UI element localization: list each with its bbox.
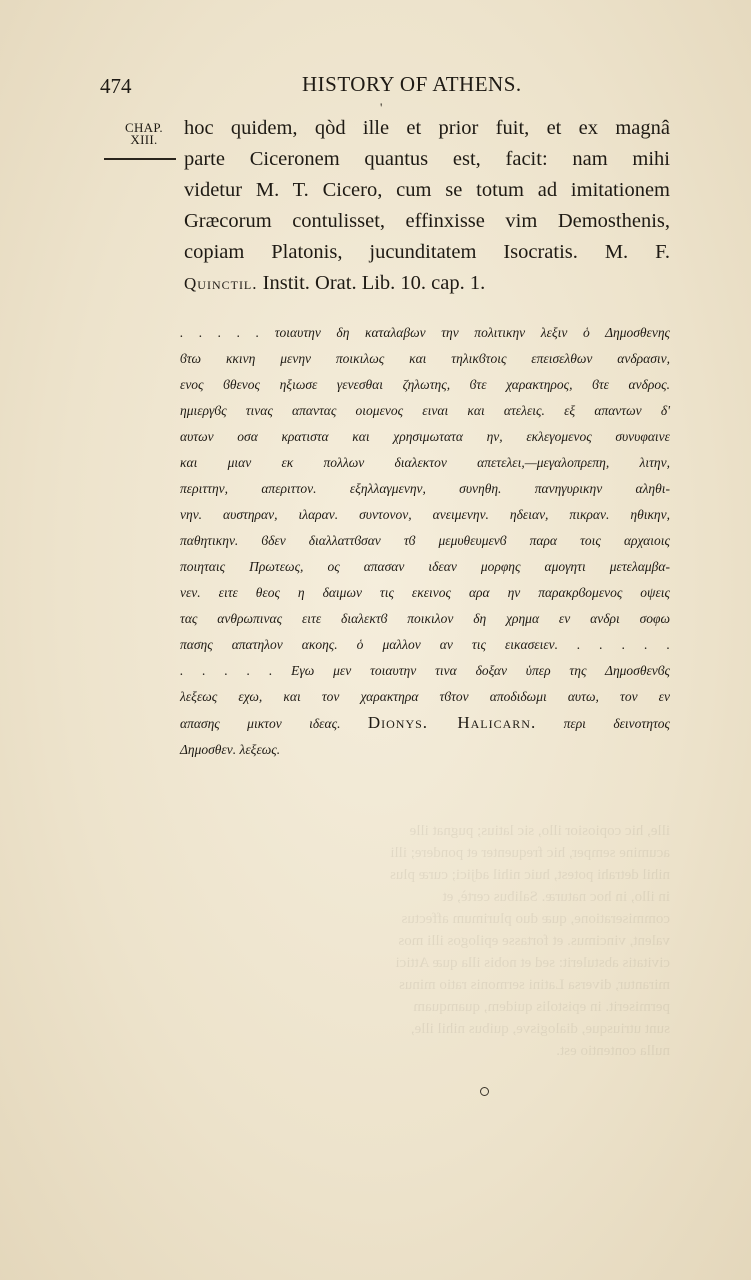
greek-citation-author: Dionys. Halicarn. (367, 713, 537, 732)
chapter-marginal-note (114, 122, 174, 146)
greek-citation-tail: Δημοσθεν. λεξεως. (180, 742, 281, 757)
running-head: HISTORY OF ATHENS. (302, 72, 522, 96)
greek-line: νεν. ειτε θεος η δαιμων τις εκεινος αρα ην παρακρϐομενος οψεις (180, 585, 670, 600)
greek-line: τας ανθρωπινας ειτε διαλεκτϐ ποικιλον δη χρημα εν ανδρι σοφω (180, 611, 670, 626)
greek-line: . . . . . τοιαυτην δη καταλαβων την πολιτικην λεξιν ὁ Δημοσθενης (180, 325, 670, 340)
latin-line: parte Ciceronem quantus est, facit: nam mihi (184, 148, 670, 170)
chap-label: CHAP. (125, 120, 163, 135)
latin-citation-source: Instit. Orat. Lib. 10. cap. 1. (262, 272, 486, 294)
greek-line: πασης απατηλον ακοης. ὁ μαλλον αν τις εικασειεν. . . . . . (180, 637, 670, 652)
latin-line: hoc quidem, qòd ille et prior fuit, et ex magnâ (184, 117, 670, 139)
greek-line: ϐτω κκινη μενην ποικιλως και τηλικϐτοις επεισελθων ανδρασιν, (180, 351, 670, 366)
greek-line: λεξεως εχω, και τον χαρακτηρα τϐτον αποδιδωμι αυτω, τον εν (180, 689, 670, 704)
latin-citation-author: Quinctil. (184, 274, 258, 293)
marginal-tick: ' (380, 100, 383, 115)
greek-line: περιττην, απεριττον. εξηλλαγμενην, συνηθη. πανηγυρικην αληθι- (180, 481, 670, 496)
chap-number: XIII. (130, 132, 158, 147)
latin-line: videtur M. T. Cicero, cum se totum ad imitationem (184, 179, 670, 201)
latin-quotation (184, 113, 670, 299)
latin-citation-line (184, 268, 670, 299)
latin-line: Græcorum contulisset, effinxisse vim Demosthenis, (184, 210, 670, 232)
page-number: 474 (100, 74, 132, 98)
bleed-through-text: ille, hic copiosior illo, sic latius; pugnat ille acumine semper, hic frequenter et pondere; illi nihil detrahi potest, huic nihil adjici; curæ plus in illo, in hoc naturæ. Salibus certè, et commiseratione, quæ duo plurimum affectus valent, vincimus. et fortasse epilogos illi mos civitatis abstulerit: sed et nobis illa quæ Attici mirantur, diversa Latini sermonis ratio minus permiserit. in epistolis quidem, quamquam sunt utriusque, dialogisve, quibus nihil ille, nulla contentio est. (390, 823, 670, 1059)
greek-citation-work: περι δεινοτητος (563, 716, 671, 731)
greek-citation-line (180, 710, 670, 737)
greek-quotation (180, 320, 670, 763)
greek-line: απασης μικτον ιδεας. (180, 716, 341, 731)
greek-line: αυτων οσα κρατιστα και χρησιμωτατα ην, εκλεγομενος συνυφαινε (180, 429, 670, 444)
greek-line: παθητικην. ϐδεν διαλλαττϐσαν τϐ μεμυθευμενϐ παρα τοις αρχαιοις (180, 533, 670, 548)
latin-line: copiam Platonis, jucunditatem Isocratis. M. F. (184, 241, 670, 263)
greek-line: ποιηταις Πρωτεως, ος απασαν ιδεαν μορφης αμογητι μετελαμβα- (180, 559, 670, 574)
greek-line: και μιαν εκ πολλων διαλεκτον απετελει,—μεγαλοπρεπη, λιτην, (180, 455, 670, 470)
margin-rule (104, 158, 176, 160)
greek-line: ενος ϐθενος ηξιωσε γενεσθαι ζηλωτης, ϐτε χαρακτηρος, ϐτε ανδρος. (180, 377, 670, 392)
greek-line: ημιεργϐς τινας απαντας οιομενος ειναι και ατελεις. εξ απαντων δ' (180, 403, 670, 418)
page-dot-mark (480, 1087, 489, 1096)
greek-line: νην. αυστηραν, ιλαραν. συντονον, ανειμενην. ηδειαν, πικραν. ηθικην, (180, 507, 670, 522)
greek-line: . . . . . Εγω μεν τοιαυτην τινα δοξαν ὑπερ της Δημοσθενϐς (180, 663, 670, 678)
